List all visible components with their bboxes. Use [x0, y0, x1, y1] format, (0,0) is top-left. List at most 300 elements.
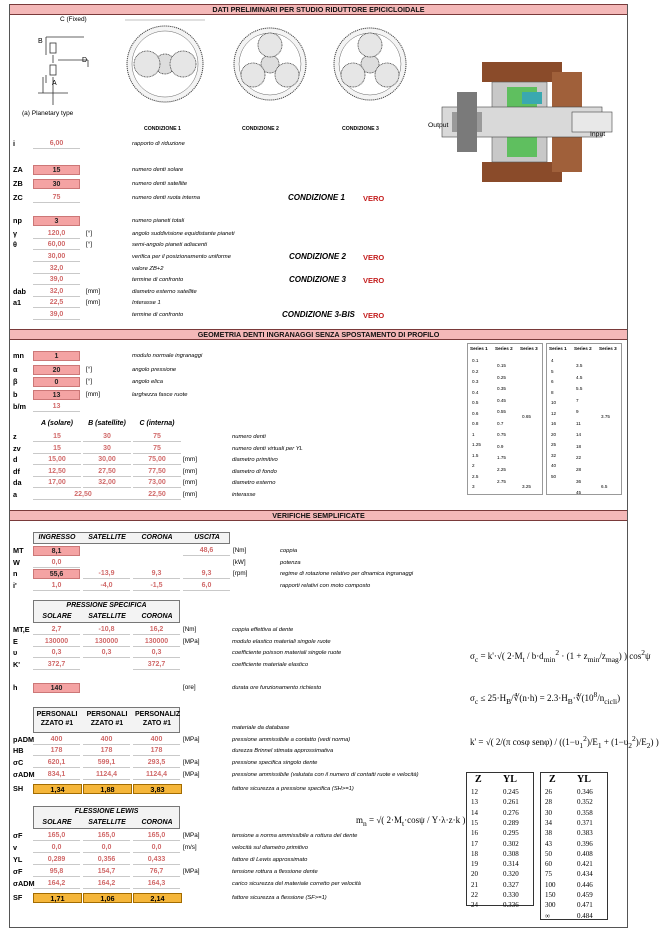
prelim-value: 39,0 — [33, 275, 80, 285]
material-cell: 620,1 — [33, 758, 80, 768]
geom-label: mn — [13, 351, 24, 360]
series2-value: 9 — [576, 409, 579, 415]
geom-cell: 75 — [133, 444, 181, 454]
ytable-yl-value: 0.336 — [503, 901, 519, 910]
label-d: D — [82, 57, 88, 64]
series2-value: 28 — [576, 466, 582, 472]
geom-input[interactable]: 13 — [33, 390, 80, 400]
prelim-value[interactable]: 30 — [33, 179, 80, 189]
series1-value: 0.4 — [472, 389, 479, 395]
geom-column-header: A (solare) — [40, 420, 74, 427]
gear-condition-1 — [125, 20, 205, 102]
ytable-z-value: 75 — [545, 870, 552, 879]
material-column-header: PERSONALI ZZATO #1 — [36, 711, 78, 727]
output-label: Output — [428, 122, 449, 129]
sf-label: SF — [13, 893, 23, 902]
series2-value: 0.15 — [497, 363, 506, 368]
pressione-unit: [Nm] — [183, 626, 197, 633]
pressione-unit: [MPa] — [183, 638, 200, 645]
ytable-yl-value: 0.358 — [577, 808, 593, 817]
verif-unit: [rpm] — [233, 570, 248, 577]
series1-value: 50 — [551, 473, 557, 479]
prelim-label: a1 — [13, 298, 22, 307]
ytable-yl-value: 0.346 — [577, 788, 593, 796]
ytable-yl-value: 0.471 — [577, 901, 593, 910]
prelim-value: 30,00 — [33, 252, 80, 262]
pressione-cell: 2,7 — [33, 625, 80, 635]
formula-lewis-module: $m_n$ = √( $2\cdot M_t\cdot\cos\psi / Y\cdot\lambda\cdot z\cdot k$ ) — [356, 815, 466, 828]
material-unit: [MPa] — [183, 771, 200, 778]
verif-unit: [kW] — [233, 559, 246, 566]
pressione-cell: 372,7 — [133, 660, 180, 670]
verif-cell: 9,3 — [183, 569, 230, 579]
prelim-desc: termine di confronto — [132, 277, 184, 283]
sf-desc: fattore sicurezza a flessione (SF>=1) — [232, 895, 327, 901]
material-cell: 400 — [133, 735, 180, 745]
fixed-label: C (Fixed) — [60, 16, 87, 23]
pressione-column-header: CORONA — [141, 613, 173, 620]
series3-value: 3.25 — [522, 484, 531, 489]
verif-desc: regime di rotazione relativo per dinamica ingranaggi — [280, 571, 414, 577]
ytable-z-value: 19 — [471, 860, 478, 869]
verif-column-header: CORONA — [141, 534, 173, 541]
sh-label: SH — [13, 784, 24, 793]
prelim-label: θ — [13, 240, 17, 249]
ytable-z-value: 34 — [545, 818, 552, 827]
prelim-value[interactable]: 3 — [33, 216, 80, 226]
material-desc: pressione ammissibile a contatto (vedi norma) — [232, 737, 351, 743]
ytable-z-value: 28 — [545, 798, 552, 807]
pressione-cell: 0,3 — [133, 648, 180, 658]
prelim-label: dab — [13, 287, 26, 296]
series1-value: 2.5 — [472, 473, 479, 479]
material-label: σC — [13, 758, 24, 767]
lewis-unit: [MPa] — [183, 868, 200, 875]
series1-value: 8 — [551, 389, 554, 395]
ytable-yl-value: 0.276 — [503, 808, 519, 817]
series2-value: 0.9 — [497, 443, 504, 449]
series1-value: 40 — [551, 463, 557, 468]
lewis-cell: 165,0 — [33, 831, 80, 841]
verif-cell[interactable]: 8,1 — [33, 546, 80, 556]
verif-cell: 6,0 — [183, 581, 230, 591]
material-label: σADM — [13, 770, 35, 779]
condition-label: CONDIZIONE 3 — [289, 275, 346, 284]
material-cell: 400 — [33, 735, 80, 745]
prelim-unit: [°] — [86, 241, 93, 248]
durata-unit: [ore] — [183, 684, 196, 691]
ytable-yl-value: 0.320 — [503, 870, 519, 879]
material-cell: 599,1 — [83, 758, 130, 768]
lewis-column-header: CORONA — [141, 819, 173, 826]
pressione-label: υ — [13, 648, 18, 657]
material-cell: 293,5 — [133, 758, 180, 768]
material-label: pADM — [13, 735, 35, 744]
geom-cell: 32,00 — [83, 478, 131, 488]
geom-unit: [mm] — [86, 391, 100, 398]
lewis-label: σADM — [13, 879, 35, 888]
series1-value: 1 — [472, 431, 475, 437]
ytable-yl-value: 0.434 — [577, 870, 593, 879]
verif-desc: potenza — [280, 560, 301, 566]
geom-row-unit: [mm] — [183, 456, 197, 463]
material-cell: 178 — [33, 746, 80, 756]
durata-desc: durata ore funzionamento richiesto — [232, 685, 322, 691]
geom-column-header: C (interna) — [139, 420, 175, 427]
prelim-label: np — [13, 216, 22, 225]
verif-unit: [Nm] — [233, 547, 247, 554]
geom-cell: 27,50 — [83, 467, 131, 477]
ytable-yl-value: 0.484 — [577, 911, 593, 920]
material-unit: [MPa] — [183, 759, 200, 766]
ytable-z-header: Z — [475, 774, 482, 785]
series2-value: 45 — [576, 490, 582, 496]
series2-value: 36 — [576, 478, 582, 484]
geom-label: b — [13, 390, 18, 399]
geom-row-unit: [mm] — [183, 491, 197, 498]
geom-row-label: a — [13, 490, 18, 499]
series2-value: 2.25 — [497, 466, 506, 472]
series1-value: 0.5 — [472, 400, 479, 405]
lewis-cell: 0,0 — [133, 843, 180, 853]
geom-column-header: B (satellite) — [88, 420, 126, 427]
ytable-z-value: 17 — [471, 839, 478, 848]
prelim-desc: diametro esterno satellite — [132, 289, 197, 295]
series3-value: 3.75 — [601, 414, 610, 419]
condition-label: CONDIZIONE 1 — [288, 193, 345, 202]
geom-cell: 22,50 — [33, 490, 133, 500]
ytable-yl-header: YL — [577, 774, 591, 785]
ytable-z-value: 13 — [471, 798, 478, 807]
prelim-value: 22,5 — [33, 298, 80, 308]
section-geometria-title: GEOMETRIA DENTI INGRANAGGI SENZA SPOSTAMENTO DI PROFILO — [10, 329, 627, 340]
material-cell: 178 — [83, 746, 130, 756]
lewis-cell: 154,7 — [83, 867, 130, 877]
material-desc: durezza Brinnel stimata approssimativa — [232, 748, 334, 754]
pressione-title: PRESSIONE SPECIFICA — [66, 602, 147, 609]
ytable-yl-value: 0.408 — [577, 849, 593, 858]
prelim-value: 60,00 — [33, 240, 80, 250]
material-header-desc: materiale da database — [232, 725, 290, 731]
prelim-desc: valore ZB+2 — [132, 266, 164, 272]
verif-column-header: SATELLITE — [88, 534, 126, 541]
material-column-header: PERSONALI ZZATO #1 — [86, 711, 128, 727]
condizione-1-caption: CONDIZIONE 1 — [144, 126, 181, 132]
prelim-value: 120,0 — [33, 229, 80, 239]
pressione-column-header: SOLARE — [42, 613, 72, 620]
series1-value: 0.6 — [472, 410, 479, 416]
lewis-cell: 0,289 — [33, 855, 80, 865]
series2-value: 0.7 — [497, 420, 504, 426]
series1-value: 0.8 — [472, 421, 479, 426]
series2-value: 5.5 — [576, 386, 583, 392]
lewis-label: v — [13, 843, 18, 852]
series1-value: 0.1 — [472, 358, 479, 363]
material-cell: 1124,4 — [133, 770, 180, 780]
geom-cell: 75 — [133, 432, 181, 442]
lewis-column-header: SOLARE — [42, 819, 72, 826]
sf-safety-factor: 1,71 — [33, 893, 82, 903]
geom-desc: angolo elica — [132, 379, 163, 385]
prelim-desc: numero denti solare — [132, 167, 184, 173]
series2-value: 18 — [576, 443, 582, 449]
section-verifiche-title: VERIFICHE SEMPLIFICATE — [10, 510, 627, 521]
pressione-desc: modulo elastico materiali singole ruote — [232, 639, 331, 645]
lewis-cell: 164,2 — [33, 879, 80, 889]
series1-value: 32 — [551, 452, 557, 458]
material-cell: 178 — [133, 746, 180, 756]
geom-input[interactable]: 20 — [33, 365, 80, 375]
series2-value: 22 — [576, 455, 582, 461]
geom-cell: 30,00 — [83, 455, 131, 465]
pressione-column-header: SATELLITE — [88, 613, 126, 620]
ytable-z-value: 26 — [545, 788, 552, 796]
condition-label: CONDIZIONE 3-BIS — [282, 310, 355, 319]
pressione-cell: 0,3 — [33, 648, 80, 658]
prelim-value: 6,00 — [33, 139, 80, 149]
series2-value: 4.5 — [576, 374, 583, 380]
series1-value: 1.25 — [472, 442, 481, 447]
geom-cell: 15,00 — [33, 455, 81, 465]
ytable-z-value: 43 — [545, 839, 552, 848]
lewis-cell: 165,0 — [83, 831, 130, 841]
planetary-caption: (a) Planetary type — [22, 110, 74, 117]
lewis-cell: 0,0 — [33, 843, 80, 853]
verif-desc: coppia — [280, 548, 298, 554]
geom-unit: [°] — [86, 378, 93, 385]
verif-label: n — [13, 569, 18, 578]
series1-value: 10 — [551, 400, 557, 405]
material-desc: pressione specifica singolo dente — [232, 760, 318, 766]
series1-value: 1.5 — [472, 452, 479, 458]
module-series-table-1 — [467, 343, 543, 495]
series3-value: 0.65 — [522, 414, 531, 419]
pressione-desc: coppia effettiva al dente — [232, 627, 294, 633]
ytable-z-value: 15 — [471, 818, 478, 827]
geom-cell: 12,50 — [33, 467, 81, 477]
material-desc: pressione ammissibile (valutata con il numero di contatti ruote e velocità) — [232, 772, 419, 778]
lewis-desc: fattore di Lewis approssimato — [232, 857, 308, 863]
lewis-cell: 165,0 — [133, 831, 180, 841]
geom-label: α — [13, 365, 18, 374]
geom-cell: 73,00 — [133, 478, 181, 488]
durata-input[interactable]: 140 — [33, 683, 80, 693]
lewis-cell: 0,0 — [83, 843, 130, 853]
gear-conditions-diagram — [125, 14, 415, 134]
main-title: DATI PRELIMINARI PER STUDIO RIDUTTORE EPICICLOIDALE — [10, 4, 627, 15]
geom-desc: angolo pressione — [132, 367, 177, 373]
lewis-cell: 76,7 — [133, 867, 180, 877]
verif-column-header: USCITA — [194, 534, 220, 541]
geom-label: β — [13, 377, 18, 386]
verif-label: i' — [13, 581, 17, 590]
series1-value: 3 — [472, 484, 475, 489]
lewis-cell: 164,3 — [133, 879, 180, 889]
ytable-yl-value: 0.308 — [503, 849, 519, 858]
geom-row-desc: interasse — [232, 492, 256, 498]
geom-cell: 75,00 — [133, 455, 181, 465]
pressione-label: E — [13, 637, 18, 646]
geom-row-desc: numero denti virtuali per YL — [232, 446, 303, 452]
geom-input[interactable]: 1 — [33, 351, 80, 361]
condition-label: CONDIZIONE 2 — [289, 252, 346, 261]
sh-desc: fattore sicurezza a pressione specifica (SH>=1) — [232, 786, 354, 792]
prelim-desc: numero denti satellite — [132, 181, 188, 187]
ytable-yl-value: 0.383 — [577, 829, 593, 838]
material-cell: 834,1 — [33, 770, 80, 780]
lewis-cell: 164,2 — [83, 879, 130, 889]
ytable-yl-value: 0.396 — [577, 839, 593, 848]
condition-result: VERO — [363, 311, 385, 320]
prelim-label: ZA — [13, 165, 23, 174]
ytable-yl-value: 0.302 — [503, 839, 519, 848]
geom-input: 13 — [33, 402, 80, 412]
verif-cell: -4,0 — [83, 581, 130, 591]
series1-value: 2 — [472, 463, 475, 468]
condition-result: VERO — [363, 253, 385, 262]
geom-row-unit: [mm] — [183, 468, 197, 475]
ytable-yl-value: 0.289 — [503, 818, 519, 827]
sh-safety-factor: 1,88 — [83, 784, 132, 794]
series1-value: 12 — [551, 410, 557, 416]
reducer-section-drawing — [422, 52, 622, 202]
ytable-yl-value: 0.314 — [503, 860, 519, 869]
ytable-z-value: 300 — [545, 901, 556, 910]
lewis-factor-table-1 — [466, 772, 534, 910]
pressione-label: MT,E — [13, 625, 30, 634]
pressione-label: K' — [13, 660, 21, 669]
series1-value: 20 — [551, 431, 557, 437]
verif-label: MT — [13, 546, 24, 555]
geom-row-label: z — [13, 432, 17, 441]
ytable-z-value: ∞ — [545, 911, 550, 920]
sh-safety-factor: 1,34 — [33, 784, 82, 794]
lewis-unit: [m/s] — [183, 844, 197, 851]
label-b: B — [38, 38, 43, 45]
prelim-desc: numero denti ruota interna — [132, 195, 200, 201]
ytable-yl-value: 0.295 — [503, 829, 519, 838]
condizione-2-caption: CONDIZIONE 2 — [242, 126, 279, 132]
geom-row-desc: numero denti — [232, 434, 266, 440]
geom-row-label: zv — [13, 444, 21, 453]
geom-row-desc: diametro esterno — [232, 480, 276, 486]
ytable-yl-value: 0.371 — [577, 818, 593, 827]
prelim-desc: termine di confronto — [132, 312, 184, 318]
lewis-factor-table-2 — [540, 772, 608, 920]
ytable-yl-header: YL — [503, 774, 517, 785]
pressione-cell: 130000 — [83, 637, 130, 647]
ytable-z-value: 150 — [545, 891, 556, 899]
geom-row-desc: diametro primitivo — [232, 457, 278, 463]
label-a: A — [52, 80, 57, 87]
series2-value: 7 — [576, 397, 579, 403]
series2-value: 0.35 — [497, 386, 506, 392]
geom-cell: 30 — [83, 444, 131, 454]
lewis-column-header: SATELLITE — [88, 819, 126, 826]
geom-row-label: d — [13, 455, 18, 464]
geom-label: b/m — [13, 402, 26, 411]
series1-value: 5 — [551, 368, 554, 374]
ytable-z-value: 50 — [545, 849, 552, 858]
series3-value: 6.5 — [601, 484, 608, 489]
formula-admissible-stress: $\sigma_c$ ≤ $25\cdot H_B/∜(n\cdot h)$ = $2.3\cdot H_B\cdot∜(10^8/n_{cicli})$ — [470, 690, 621, 706]
pressione-cell: 130000 — [33, 637, 80, 647]
prelim-value: 39,0 — [33, 310, 80, 320]
prelim-value: 32,0 — [33, 264, 80, 274]
ytable-yl-value: 0.446 — [577, 880, 593, 889]
series1-value: 0.3 — [472, 379, 479, 384]
lewis-title: FLESSIONE LEWIS — [74, 808, 139, 815]
verif-cell: 1,0 — [33, 581, 80, 591]
lewis-label: σF — [13, 831, 23, 840]
series1-value: 25 — [551, 442, 557, 447]
geom-desc: larghezza fasce ruote — [132, 392, 188, 398]
prelim-label: ZC — [13, 193, 23, 202]
formula-contact-stress: $\sigma_c = k'\cdot√$( $2\cdot M_t / b\cdot d_{min}^2 \cdot (1 + z_{min}/z_{mag})$ ) $\cos^2\psi$ — [470, 648, 651, 664]
series-header: Series 1 — [549, 346, 567, 351]
ytable-yl-value: 0.330 — [503, 891, 519, 899]
input-label: Input — [590, 131, 606, 138]
lewis-cell: 0,433 — [133, 855, 180, 865]
ytable-z-value: 12 — [471, 788, 478, 796]
series2-value: 14 — [576, 432, 582, 438]
material-cell: 400 — [83, 735, 130, 745]
lewis-desc: tensione a norma ammissibile a rottura del dente — [232, 833, 358, 839]
ytable-z-value: 20 — [471, 870, 478, 879]
material-unit: [MPa] — [183, 736, 200, 743]
gear-condition-3 — [334, 28, 406, 100]
ytable-z-header: Z — [549, 774, 556, 785]
verif-cell: 48,6 — [183, 546, 230, 556]
geom-unit: [°] — [86, 366, 93, 373]
verif-label: W — [13, 558, 20, 567]
series1-value: 0.2 — [472, 368, 479, 374]
prelim-desc: semi-angolo pianeti adiacenti — [132, 242, 208, 248]
pressione-cell: 372,7 — [33, 660, 80, 670]
material-column-header: PERSONALIZ ZATO #1 — [135, 711, 181, 727]
verif-cell[interactable]: 55,6 — [33, 569, 80, 579]
lewis-desc: tensione rottura a flessione dente — [232, 869, 318, 875]
material-cell: 1124,4 — [83, 770, 130, 780]
geom-cell: 22,50 — [133, 490, 181, 500]
pressione-cell: -10,8 — [83, 625, 130, 635]
prelim-value[interactable]: 15 — [33, 165, 80, 175]
series-header: Series 3 — [599, 346, 617, 351]
series2-value: 0.55 — [497, 409, 506, 415]
prelim-desc: numero pianeti totali — [132, 218, 185, 224]
ytable-z-value: 100 — [545, 880, 556, 889]
geom-input[interactable]: 0 — [33, 377, 80, 387]
ytable-z-value: 30 — [545, 808, 552, 817]
geom-row-label: da — [13, 478, 22, 487]
condition-result: VERO — [363, 276, 385, 285]
geom-cell: 17,00 — [33, 478, 81, 488]
prelim-label: i — [13, 139, 16, 148]
geom-cell: 15 — [33, 444, 81, 454]
lewis-unit: [MPa] — [183, 832, 200, 839]
ytable-yl-value: 0.352 — [577, 798, 593, 807]
series-header: Series 2 — [495, 346, 513, 351]
series2-value: 11 — [576, 420, 581, 426]
geom-cell: 77,50 — [133, 467, 181, 477]
prelim-desc: angolo suddivisione equidistante pianeti — [132, 231, 235, 237]
ytable-z-value: 18 — [471, 849, 478, 858]
geom-cell: 15 — [33, 432, 81, 442]
module-series-table-2 — [546, 343, 622, 495]
ytable-z-value: 22 — [471, 891, 478, 899]
ytable-yl-value: 0.245 — [503, 788, 519, 796]
series1-value: 16 — [551, 421, 557, 426]
